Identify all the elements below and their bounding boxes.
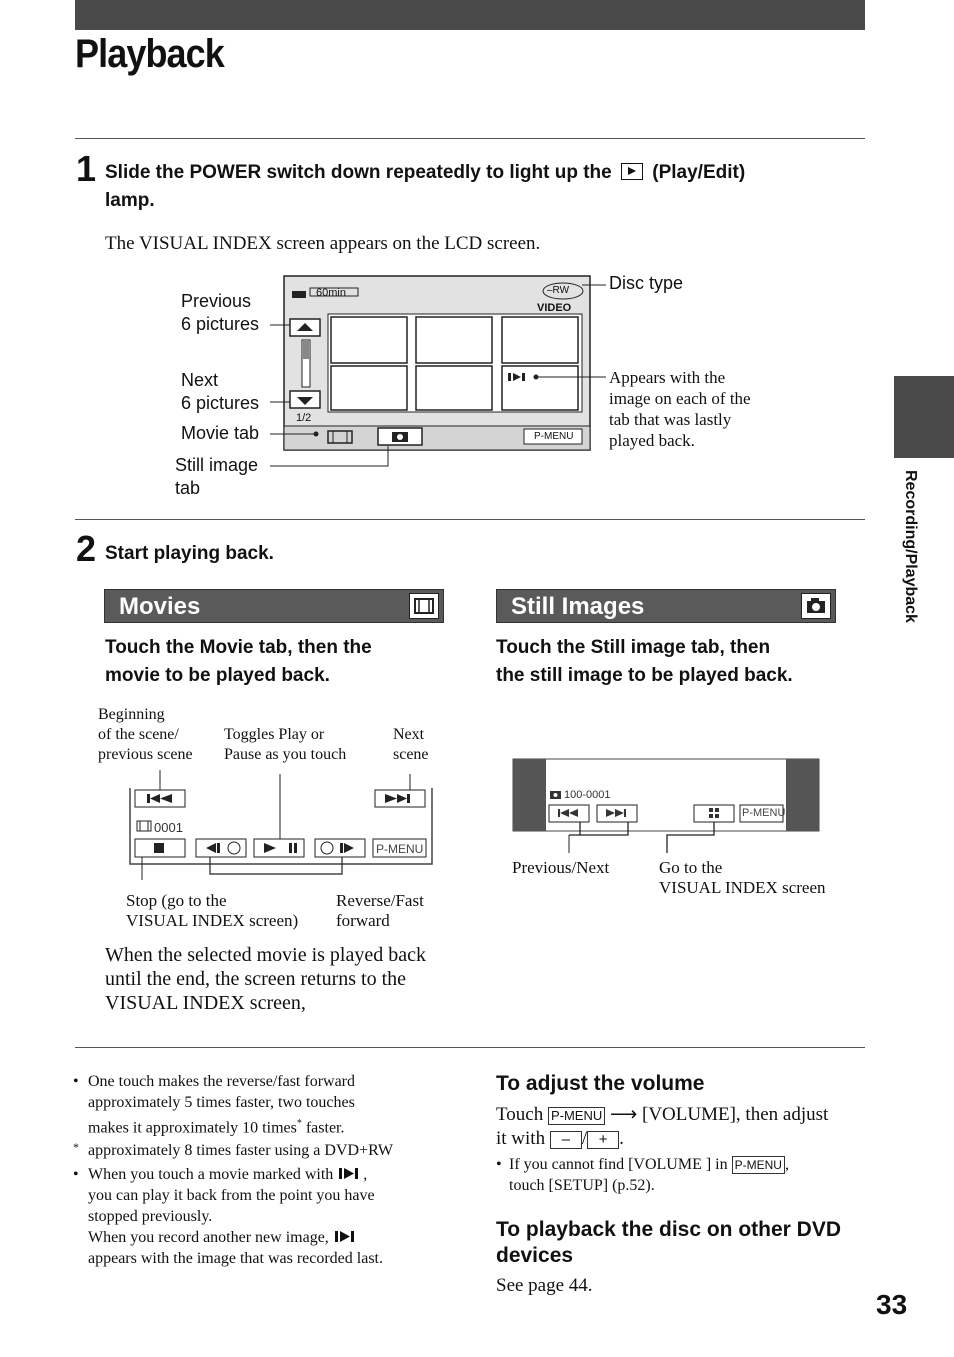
- section-tab: [894, 376, 954, 458]
- label-next-scene: Next scene: [393, 726, 429, 763]
- stop-button[interactable]: [135, 839, 185, 857]
- camera-small-icon: [550, 791, 561, 799]
- scene-counter: 0001: [154, 820, 183, 835]
- movie-pmenu-button[interactable]: P-MENU: [376, 842, 424, 856]
- label-disc-type: Disc type: [609, 273, 684, 293]
- page-title: Playback: [75, 32, 224, 76]
- resume-marker-icon: [333, 1229, 359, 1243]
- movies-banner: Movies: [104, 589, 444, 623]
- still-instruction: Touch the Still image tab, then the still image to be played back.: [496, 637, 793, 686]
- volume-heading: To adjust the volume: [496, 1072, 705, 1095]
- movies-instruction: Touch the Movie tab, then the movie to be played back.: [105, 637, 372, 686]
- still-file-number: 100-0001: [564, 789, 611, 801]
- volume-note: • If you cannot find [VOLUME ] in P-MENU , touch [SETUP] (p.52).: [496, 1156, 789, 1194]
- section-side-label: Recording/Playback: [902, 470, 919, 623]
- still-tab-icon[interactable]: [378, 428, 422, 445]
- page-number: 33: [876, 1289, 908, 1320]
- arrow-right-icon: ⟶: [610, 1104, 638, 1125]
- still-pmenu-button[interactable]: P-MENU: [742, 807, 786, 819]
- movie-icon: [409, 593, 439, 619]
- previous-scene-button[interactable]: [135, 790, 185, 807]
- previous-page-button[interactable]: [290, 319, 320, 336]
- play-pause-button[interactable]: [254, 839, 304, 857]
- label-stop: Stop (go to the VISUAL INDEX screen): [126, 891, 299, 930]
- reverse-button[interactable]: [196, 839, 246, 857]
- label-previous: Previous 6 pictures: [181, 291, 260, 334]
- notes-list: [73, 1071, 453, 1269]
- label-previous-next: Previous/Next: [512, 858, 610, 877]
- resume-marker-icon: [337, 1166, 363, 1180]
- film-icon: [137, 821, 151, 831]
- battery-time: 60min: [316, 287, 346, 299]
- note-item: • One touch makes the reverse/fast forward approximately 5 times faster, two touches makes it approximately 10 times* faster.: [73, 1073, 355, 1137]
- pmenu-button[interactable]: P-MENU: [732, 1156, 785, 1174]
- volume-minus-button[interactable]: –: [550, 1131, 582, 1149]
- footnote: * approximately 8 times faster using a DVD+RW: [73, 1140, 393, 1160]
- volume-plus-button[interactable]: +: [587, 1131, 619, 1149]
- still-images-banner: Still Images: [496, 589, 836, 623]
- divider: [75, 1047, 865, 1048]
- step-1-instruction: Slide the POWER switch down repeatedly to light up the (Play/Edit) lamp.: [105, 162, 746, 211]
- note-item: • When you touch a movie marked with , you can play it back from the point you have stopped previously. When you record another new image, appears with the image that was recorded last.: [73, 1166, 383, 1268]
- volume-instruction: Touch P-MENU ⟶ [VOLUME], then adjust it with – / + .: [496, 1104, 829, 1149]
- pmenu-button[interactable]: P-MENU: [548, 1107, 605, 1125]
- visual-index-button[interactable]: [694, 805, 734, 822]
- movies-note: When the selected movie is played back until the end, the screen returns to the VISUAL INDEX screen,: [105, 944, 426, 1014]
- camera-icon: [801, 593, 831, 619]
- other-devices-heading: To playback the disc on other DVD devices: [496, 1218, 842, 1267]
- label-movie-tab: Movie tab: [181, 423, 260, 443]
- divider: [75, 519, 865, 520]
- label-appears: Appears with the image on each of the tab that was lastly played back.: [609, 368, 751, 450]
- label-next: Next 6 pictures: [181, 370, 260, 413]
- header-bar: [75, 0, 865, 30]
- label-toggles: Toggles Play or Pause as you touch: [224, 726, 347, 763]
- divider: [75, 138, 865, 139]
- next-page-button[interactable]: [290, 391, 320, 408]
- pmenu-button[interactable]: P-MENU: [534, 431, 574, 442]
- step-2-instruction: Start playing back.: [105, 543, 274, 564]
- label-reverse-forward: Reverse/Fast forward: [336, 891, 424, 930]
- step-1-number: 1: [76, 148, 97, 189]
- video-label: VIDEO: [537, 302, 572, 314]
- step-2-number: 2: [76, 528, 97, 569]
- label-go-to-index: Go to the VISUAL INDEX screen: [659, 858, 826, 897]
- fast-forward-button[interactable]: [315, 839, 365, 857]
- step-1-description: The VISUAL INDEX screen appears on the LCD screen.: [105, 233, 541, 254]
- label-beginning: Beginning of the scene/ previous scene: [98, 706, 193, 763]
- disc-badge: –RW: [547, 285, 570, 296]
- next-scene-button[interactable]: [375, 790, 425, 807]
- label-still-tab: Still image tab: [175, 455, 259, 498]
- still-previous-button[interactable]: [549, 805, 589, 822]
- still-next-button[interactable]: [597, 805, 637, 822]
- other-devices-text: See page 44.: [496, 1275, 593, 1296]
- play-edit-icon: [621, 163, 643, 180]
- page-indicator: 1/2: [296, 412, 312, 424]
